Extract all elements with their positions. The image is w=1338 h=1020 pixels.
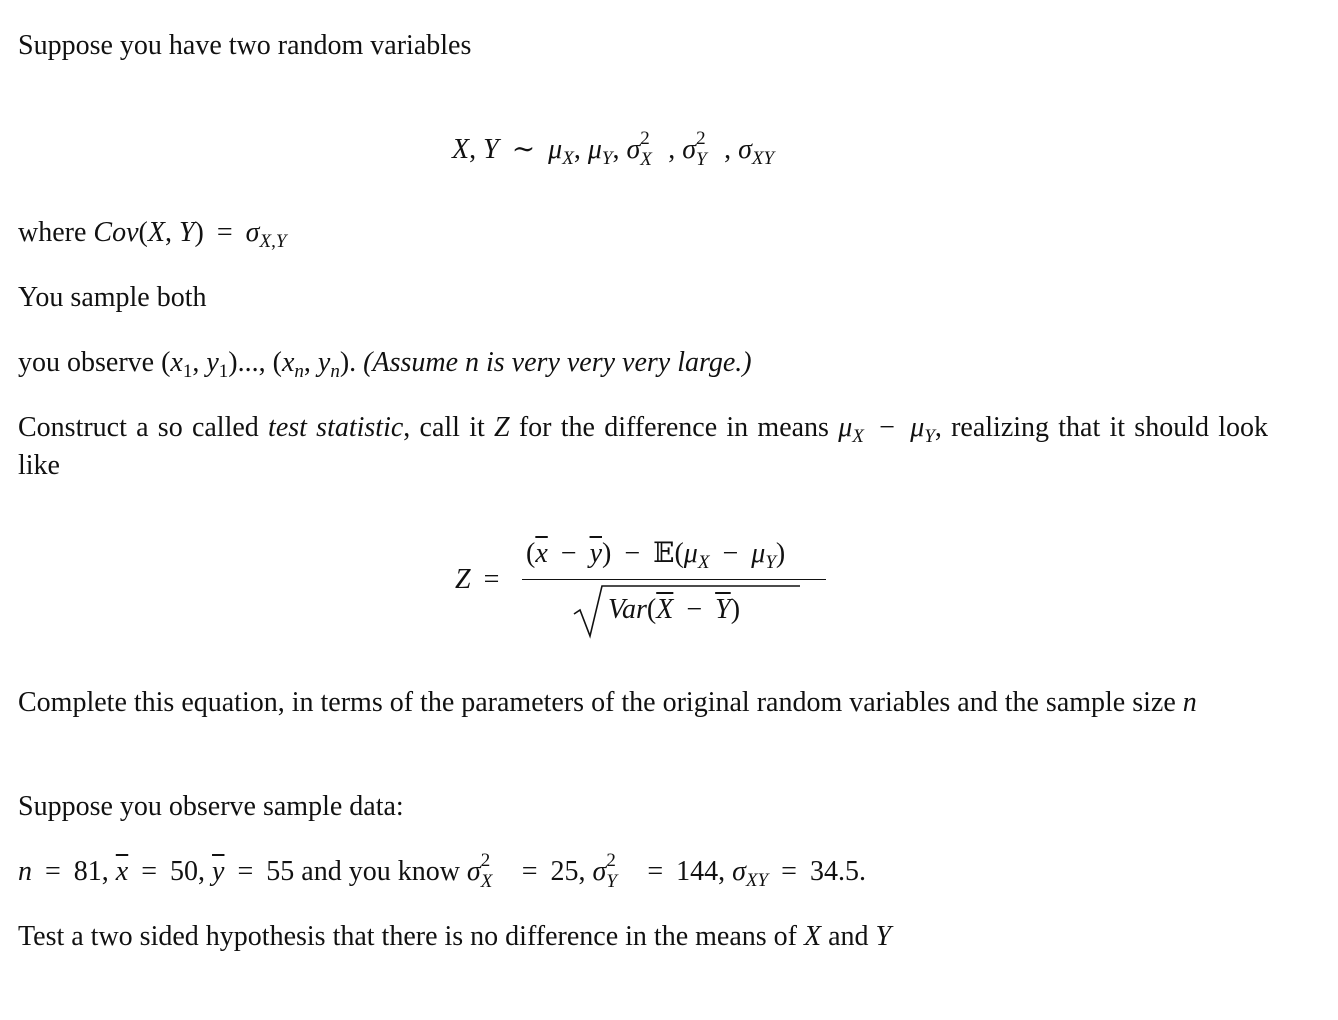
construct-text-1: Construct a so called [18,412,259,443]
n-value: 81 [73,856,102,887]
observe-label: you observe [18,347,155,378]
z-numerator: $(\overline{x} - \overline{y})$ − $𝔼(\mu_X - \mu_Y)$ [526,538,786,573]
test-label: Test a two sided hypothesis that there is no difference in the means of [18,921,797,952]
construct-paragraph: Construct a so called test statistic, call it Z for the difference in means $\mu_X - \mu_Y$, realizing that it should look like [18,412,1269,481]
xbar-value: 50 [170,856,199,887]
sample-data-intro [18,788,404,826]
construct-text-3: for the difference in means [518,412,829,443]
test-hypothesis-text: Test a two sided hypothesis that there is no difference in the means of X and Y [18,921,892,952]
z-denominator: $Var(\overline{X} - \overline{Y})$ [608,594,741,625]
sample-both-text [18,279,207,317]
ybar-value: 55 [266,856,295,887]
var-y-value: 144 [676,856,719,887]
test-statistic-emph: test statistic [268,412,404,443]
sample-both-label: You sample both [18,282,207,313]
assume-note: (Assume n is very very very large.) [363,347,752,378]
distribution-formula: X, Y ∼ $\mu_X$, $\mu_Y$, σ 2 X , σ 2 Y , $\sigma_{XY}$ [452,128,775,170]
intro-label: Suppose you have two random variables [18,30,472,61]
complete-paragraph: Complete this equation, in terms of the parameters of the original random variables and the sample size n [18,687,1197,718]
complete-label: Complete this equation, in terms of the parameters of the original random variables and the sample size [18,687,1176,718]
z-equals: Z = [455,564,500,595]
fraction-bar [522,579,826,580]
var-x-value: 25 [550,856,579,887]
and-you-know-label: and you know [301,856,460,887]
construct-text-4: , realizing that it should look like [18,412,1269,481]
covariance-definition: where Cov(X, $Y) = \sigma_{X,Y}$ [18,217,287,252]
construct-text-2: , call it [403,412,485,443]
sample-data-values: n = 81, $\overline{x} = 50$, $\overline{y} = 55$ and you know σ 2 X = 25, σ 2 Y = 144, $\sigma_{XY} = 34.5$. [18,850,866,892]
intro-text [18,27,471,65]
cov-xy-value: 34.5 [809,856,859,887]
observe-text: you observe ($x_1$, $y_1$)..., ($x_n$, $y_n$). (Assume n is very very very large.) [18,347,752,382]
where-label: where [18,217,87,248]
sample-data-label: Suppose you observe sample data: [18,791,404,822]
and-label: and [828,921,869,952]
